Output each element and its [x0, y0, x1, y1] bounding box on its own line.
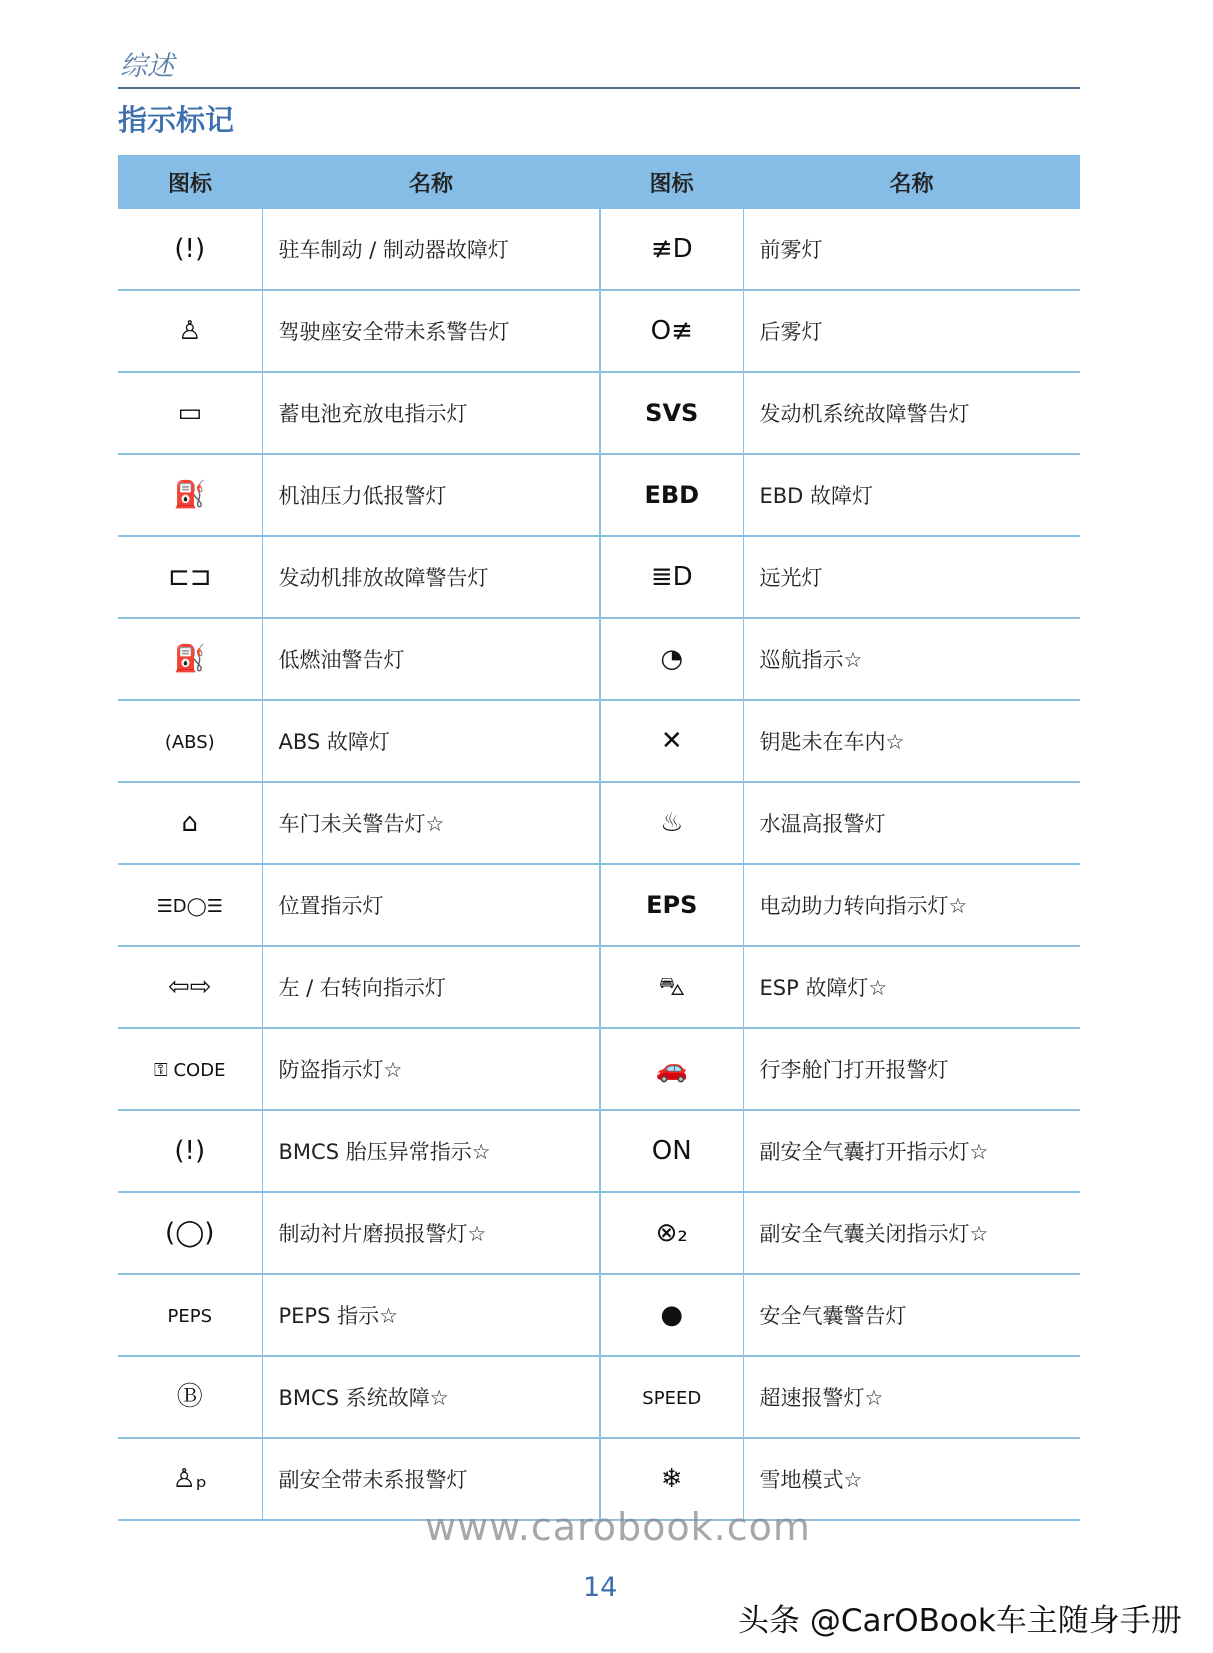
- icon-cell: [118, 946, 262, 1028]
- cruise-icon: ◔: [660, 644, 684, 674]
- key-not-in-car-icon: ✕: [660, 726, 683, 756]
- column-header-icon: 图标: [600, 155, 743, 209]
- icon-cell: [118, 1110, 262, 1192]
- door-open-icon: ⌂: [181, 808, 198, 838]
- icon-cell: [600, 1192, 743, 1274]
- svs-icon: SVS: [645, 398, 699, 427]
- icon-cell: [600, 454, 743, 536]
- indicator-name: 制动衬片磨损报警灯☆: [262, 1192, 600, 1274]
- table-row: [118, 618, 1080, 700]
- indicator-name: 钥匙未在车内☆: [743, 700, 1080, 782]
- ebd-icon: EBD: [644, 480, 700, 509]
- table-row: [118, 454, 1080, 536]
- table-row: [118, 290, 1080, 372]
- icon-cell: [118, 372, 262, 454]
- icon-cell: [600, 1110, 743, 1192]
- table-row: [118, 946, 1080, 1028]
- indicator-name: 发动机系统故障警告灯: [743, 372, 1080, 454]
- icon-cell: [118, 1028, 262, 1110]
- indicator-name: 前雾灯: [743, 209, 1080, 290]
- icon-cell: [600, 372, 743, 454]
- bmcs-icon: Ⓑ: [176, 1382, 203, 1412]
- eps-icon: EPS: [646, 890, 698, 919]
- table-row: [118, 1274, 1080, 1356]
- indicator-name: 低燃油警告灯: [262, 618, 600, 700]
- table-row: [118, 700, 1080, 782]
- table-row: [118, 864, 1080, 946]
- icon-cell: [118, 1438, 262, 1520]
- icon-cell: [600, 536, 743, 618]
- airbag-icon: ●: [660, 1300, 684, 1330]
- immobilizer-icon: ⚿ CODE: [154, 1060, 226, 1081]
- indicator-name: 发动机排放故障警告灯: [262, 536, 600, 618]
- indicator-name: BMCS 系统故障☆: [262, 1356, 600, 1438]
- indicator-name: 位置指示灯: [262, 864, 600, 946]
- section-label: 综述: [120, 51, 174, 82]
- indicator-name: 蓄电池充放电指示灯: [262, 372, 600, 454]
- icon-cell: [118, 618, 262, 700]
- icon-cell: [118, 1192, 262, 1274]
- abs-icon: (ABS): [164, 732, 215, 753]
- column-header-name: 名称: [262, 155, 600, 209]
- icon-cell: [118, 700, 262, 782]
- esp-icon: ⛍: [658, 972, 686, 1002]
- indicator-name: EBD 故障灯: [743, 454, 1080, 536]
- table-header-row: [118, 155, 1080, 209]
- icon-cell: [118, 454, 262, 536]
- page-title: 指示标记: [118, 103, 235, 137]
- airbag-off-icon: ⊗₂: [655, 1218, 688, 1248]
- engine-icon: ⊏⊐: [167, 562, 212, 592]
- front-fog-icon: ≢D: [650, 234, 693, 264]
- column-header-icon: 图标: [118, 155, 262, 209]
- icon-cell: [600, 946, 743, 1028]
- indicator-name: 后雾灯: [743, 290, 1080, 372]
- icon-cell: [600, 209, 743, 290]
- indicator-name: 超速报警灯☆: [743, 1356, 1080, 1438]
- indicator-name: ABS 故障灯: [262, 700, 600, 782]
- table-row: [118, 372, 1080, 454]
- indicator-name: 巡航指示☆: [743, 618, 1080, 700]
- indicator-name: 副安全带未系报警灯: [262, 1438, 600, 1520]
- icon-cell: [118, 1356, 262, 1438]
- passenger-seatbelt-icon: ♙ₚ: [172, 1464, 207, 1494]
- position-light-icon: ☰D◯☰: [156, 896, 223, 917]
- indicator-name: 机油压力低报警灯: [262, 454, 600, 536]
- seatbelt-icon: ♙: [178, 316, 202, 346]
- header-divider: [118, 87, 1080, 89]
- indicator-name: PEPS 指示☆: [262, 1274, 600, 1356]
- table-row: [118, 209, 1080, 290]
- peps-icon: PEPS: [167, 1306, 212, 1327]
- icon-cell: [600, 618, 743, 700]
- icon-cell: [118, 782, 262, 864]
- oil-pressure-icon: ⛽: [173, 480, 206, 510]
- turn-signal-icon: ⇦⇨: [167, 972, 212, 1002]
- icon-cell: [118, 1274, 262, 1356]
- icon-cell: [600, 1028, 743, 1110]
- indicator-name: 驻车制动 / 制动器故障灯: [262, 209, 600, 290]
- icon-cell: [600, 782, 743, 864]
- indicator-name: 驾驶座安全带未系警告灯: [262, 290, 600, 372]
- indicator-name: 安全气囊警告灯: [743, 1274, 1080, 1356]
- fuel-icon: ⛽: [173, 644, 206, 674]
- indicator-name: 左 / 右转向指示灯: [262, 946, 600, 1028]
- airbag-on-icon: ON: [651, 1136, 692, 1166]
- brake-pad-icon: (◯): [165, 1218, 215, 1248]
- indicator-table: [118, 155, 1080, 1521]
- coolant-temp-icon: ♨: [660, 808, 684, 838]
- table-row: [118, 1110, 1080, 1192]
- table-row: [118, 1356, 1080, 1438]
- brake-warning-icon: (!): [174, 234, 206, 264]
- icon-cell: [600, 1356, 743, 1438]
- indicator-name: 水温高报警灯: [743, 782, 1080, 864]
- page-number: 14: [583, 1572, 618, 1603]
- snow-mode-icon: ❄: [660, 1464, 683, 1494]
- icon-cell: [600, 1274, 743, 1356]
- table-row: [118, 1192, 1080, 1274]
- icon-cell: [118, 536, 262, 618]
- indicator-name: 雪地模式☆: [743, 1438, 1080, 1520]
- icon-cell: [118, 209, 262, 290]
- indicator-name: 副安全气囊关闭指示灯☆: [743, 1192, 1080, 1274]
- table-row: [118, 1028, 1080, 1110]
- icon-cell: [600, 864, 743, 946]
- icon-cell: [600, 700, 743, 782]
- tire-pressure-icon: (!): [174, 1136, 206, 1166]
- icon-cell: [118, 864, 262, 946]
- speed-icon: SPEED: [642, 1388, 702, 1409]
- indicator-name: 行李舱门打开报警灯: [743, 1028, 1080, 1110]
- table-row: [118, 782, 1080, 864]
- icon-cell: [118, 290, 262, 372]
- icon-cell: [600, 290, 743, 372]
- battery-icon: ▭: [177, 398, 203, 428]
- indicator-name: 防盗指示灯☆: [262, 1028, 600, 1110]
- source-credit: 头条 @CarOBook车主随身手册: [738, 1603, 1182, 1639]
- indicator-name: BMCS 胎压异常指示☆: [262, 1110, 600, 1192]
- rear-fog-icon: O≢: [650, 316, 693, 346]
- indicator-name: 车门未关警告灯☆: [262, 782, 600, 864]
- trunk-open-icon: 🚗: [655, 1054, 688, 1084]
- high-beam-icon: ≣D: [650, 562, 693, 592]
- watermark: www.carobook.com: [425, 1505, 811, 1549]
- column-header-name: 名称: [743, 155, 1080, 209]
- indicator-name: 远光灯: [743, 536, 1080, 618]
- table-row: [118, 536, 1080, 618]
- indicator-name: ESP 故障灯☆: [743, 946, 1080, 1028]
- indicator-name: 电动助力转向指示灯☆: [743, 864, 1080, 946]
- indicator-name: 副安全气囊打开指示灯☆: [743, 1110, 1080, 1192]
